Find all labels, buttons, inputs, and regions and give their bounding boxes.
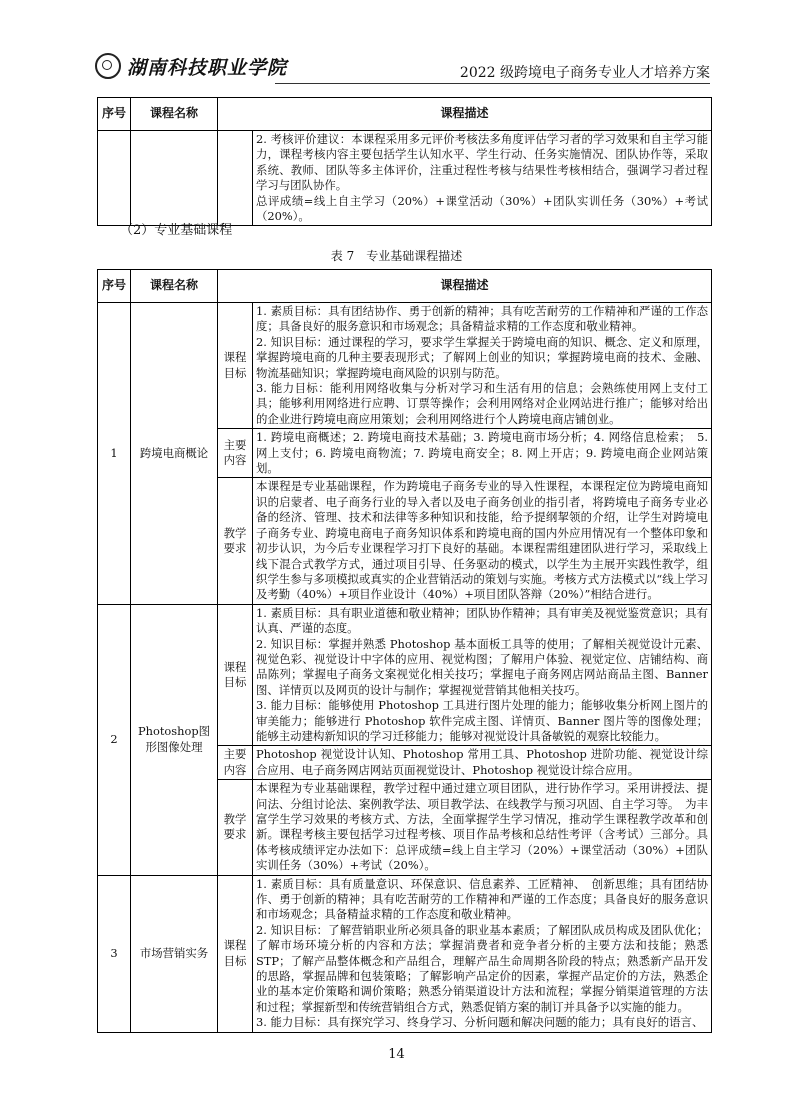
page-number: 14 (388, 1047, 405, 1062)
course-requirements: 本课程为专业基础课程，教学过程中通过建立项目团队，进行协作学习。采用讲授法、提问法、分组讨论法、案例教学法、项目教学法、在线教学与预习巩固、自主学习等。 为丰富学生学习效果的考核方式、方法，全面掌握学生学习情况，推动学生课程教学改革和创新。课程考核主要包括学习过程考核、项目作品考核和总结性考评（含考试）三部分。具体考核成绩评定办法如下：总评成绩=线上自主学习（20%）+课堂活动（30%）+团队实训任务（30%）+考试（20%）。 (253, 780, 712, 875)
goal-item: 2. 知识目标：了解营销职业所必须具备的职业基本素质；了解团队成员构成及团队优化；了解市场环境分析的内容和方法；掌握消费者和竞争者分析的主要方法和技能；熟悉 STP；了解产品整体概念和产品组合，理解产品生命周期各阶段的特点；熟悉新产品开发的思路，掌握品牌和包装策略；了解影响产品定价的因素，掌握产品定价的方法，熟悉企业的基本定价策略和调价策略；熟悉分销渠道设计方法和流程；掌握分销渠道管理的方法和过程；掌握新型和传统营销组合方式，熟悉促销方案的制订并具备予以实施的能力。 (256, 922, 708, 1014)
carryover-paragraph: 2. 考核评价建议：本课程采用多元评价考核法多角度评估学习者的学习效果和自主学习能力，课程考核内容主要包括学生认知水平、学生行动、任务实施情况、团队协作等，采取系统、教师、团队等多主体评价，注重过程性考核与结果性考核相结合，强调学习者过程学习与团队协作。 (256, 132, 708, 193)
header-divider (275, 83, 710, 84)
header-name: 课程名称 (131, 270, 218, 303)
course-requirements: 本课程是专业基础课程，作为跨境电子商务专业的导入性课程，本课程定位为跨境电商知识的启蒙者、电子商务行业的导入者以及电子商务创业的指引者，将跨境电子商务专业必备的经济、管理、技术和法律等多种知识和技能，给予提纲挈领的介绍，让学生对跨境电子商务专业、跨境电商电子商务知识体系和跨境电商的国内外应用情况有一个整体印象和初步认识，为今后专业课程学习打下良好的基础。本课程需组建团队进行学习，采取线上线下混合式教学方式，通过项目引导、任务驱动的模式，以学生为主展开实践性教学，组织学生参与多项模拟或真实的企业营销活动的策划与实施。考核方式方法模式以“线上学习及考勤（40%）+项目作业设计（40%）+项目团队答辩（20%）”相结合进行。 (253, 478, 712, 604)
course-content: Photoshop 视觉设计认知、Photoshop 常用工具、Photoshop 进阶功能、视觉设计综合应用、电子商务网店网站页面视觉设计、Photoshop 视觉设计综合应用。 (253, 746, 712, 780)
header-num: 序号 (98, 270, 131, 303)
course-goals (253, 303, 712, 429)
plan-title: 2022 级跨境电子商务专业人才培养方案 (459, 65, 710, 81)
table-caption: 表 7 专业基础课程描述 (330, 249, 463, 263)
school-logo (95, 50, 287, 82)
section-heading: （2）专业基础课程 (120, 223, 233, 238)
carryover-name (131, 131, 218, 226)
header-desc: 课程描述 (218, 270, 712, 303)
carryover-desc (253, 131, 712, 226)
school-name: 湖南科技职业学院 (127, 56, 288, 79)
goal-item: 3. 能力目标：能利用网络收集与分析对学习和生活有用的信息；会熟练使用网上支付工具；能够利用网络进行应聘、订票等操作；会利用网络对企业网站进行推广；能够对给出的企业进行跨境电商应用策划；会利用网络进行个人跨境电商店铺创业。 (256, 381, 708, 426)
course-name: 跨境电商概论 (131, 303, 218, 605)
course-goals (253, 604, 712, 746)
page-header (95, 50, 710, 84)
table-row (98, 303, 712, 429)
goal-item: 3. 能力目标：具有探究学习、终身学习、分析问题和解决问题的能力；具有良好的语言、 (256, 1015, 704, 1030)
course-table (97, 269, 712, 1033)
header-name: 课程名称 (131, 98, 218, 131)
sub-label-requirements: 教学要求 (218, 478, 253, 604)
course-num: 1 (98, 303, 131, 605)
goal-item: 1. 素质目标：具有质量意识、环保意识、信息素养、工匠精神、 创新思维；具有团结协作、勇于创新的精神；具有吃苦耐劳的工作精神和严谨的工作态度；具备良好的服务意识和市场观念；具备精益求精的工作态度和敬业精神。 (256, 876, 708, 922)
carryover-table (97, 97, 712, 226)
sub-label-requirements: 教学要求 (218, 780, 253, 875)
sub-label-goals: 课程目标 (218, 875, 253, 1032)
course-name: 市场营销实务 (131, 875, 218, 1032)
goal-item: 2. 知识目标：掌握并熟悉 Photoshop 基本面板工具等的使用；了解相关视觉设计元素、视觉色彩、视觉设计中字体的应用、视觉构图；了解用户体验、视觉定位、店铺结构、商品陈列；掌握电子商务文案视觉化相关技巧；掌握电子商务网店网站商品主图、Banner 图、详情页以及网页的设计与制作；掌握视觉营销其他相关技巧。 (256, 636, 708, 697)
course-content: 1. 跨境电商概述；2. 跨境电商技术基础；3. 跨境电商市场分析；4. 网络信息检索； 5. 网上支付；6. 跨境电商物流；7. 跨境电商安全；8. 网上开店；9. 跨境电商企业网站策划。 (253, 429, 712, 478)
carryover-num (98, 131, 131, 226)
carryover-paragraph: 总评成绩=线上自主学习（20%）+课堂活动（30%）+团队实训任务（30%）+考试（20%）。 (256, 193, 708, 224)
goal-item: 3. 能力目标：能够使用 Photoshop 工具进行图片处理的能力；能够收集分析网上图片的审美能力；能够进行 Photoshop 软件完成主图、详情页、Banner 图片等的图像处理；能够主动建构新知识的学习迁移能力；能够对视觉设计具备敏锐的观察比较能力。 (256, 698, 708, 743)
header-num: 序号 (98, 98, 131, 131)
sub-label-goals: 课程目标 (218, 604, 253, 746)
school-seal-icon (95, 53, 121, 79)
sub-label-goals: 课程目标 (218, 303, 253, 429)
course-name: Photoshop图形图像处理 (131, 604, 218, 875)
goal-item: 2. 知识目标：通过课程的学习，要求学生掌握关于跨境电商的知识、概念、定义和原理，掌握跨境电商的几种主要表现形式；了解网上创业的知识；掌握跨境电商的技术、金融、物流基础知识；掌握跨境电商风险的识别与防范。 (256, 334, 708, 380)
sub-label-content: 主要内容 (218, 429, 253, 478)
course-num: 3 (98, 875, 131, 1032)
header-desc: 课程描述 (218, 98, 712, 131)
sub-label-content: 主要内容 (218, 746, 253, 780)
goal-item: 1. 素质目标：具有团结协作、勇于创新的精神；具有吃苦耐劳的工作精神和严谨的工作态度；具备良好的服务意识和市场观念；具备精益求精的工作态度和敬业精神。 (256, 304, 708, 334)
goal-item: 1. 素质目标：具有职业道德和敬业精神；团队协作精神；具有审美及视觉鉴赏意识；具有认真、严谨的态度。 (256, 605, 708, 636)
table-row (98, 875, 712, 1032)
table-row (98, 604, 712, 746)
carryover-sub (218, 131, 253, 226)
course-num: 2 (98, 604, 131, 875)
course-goals (253, 875, 712, 1032)
